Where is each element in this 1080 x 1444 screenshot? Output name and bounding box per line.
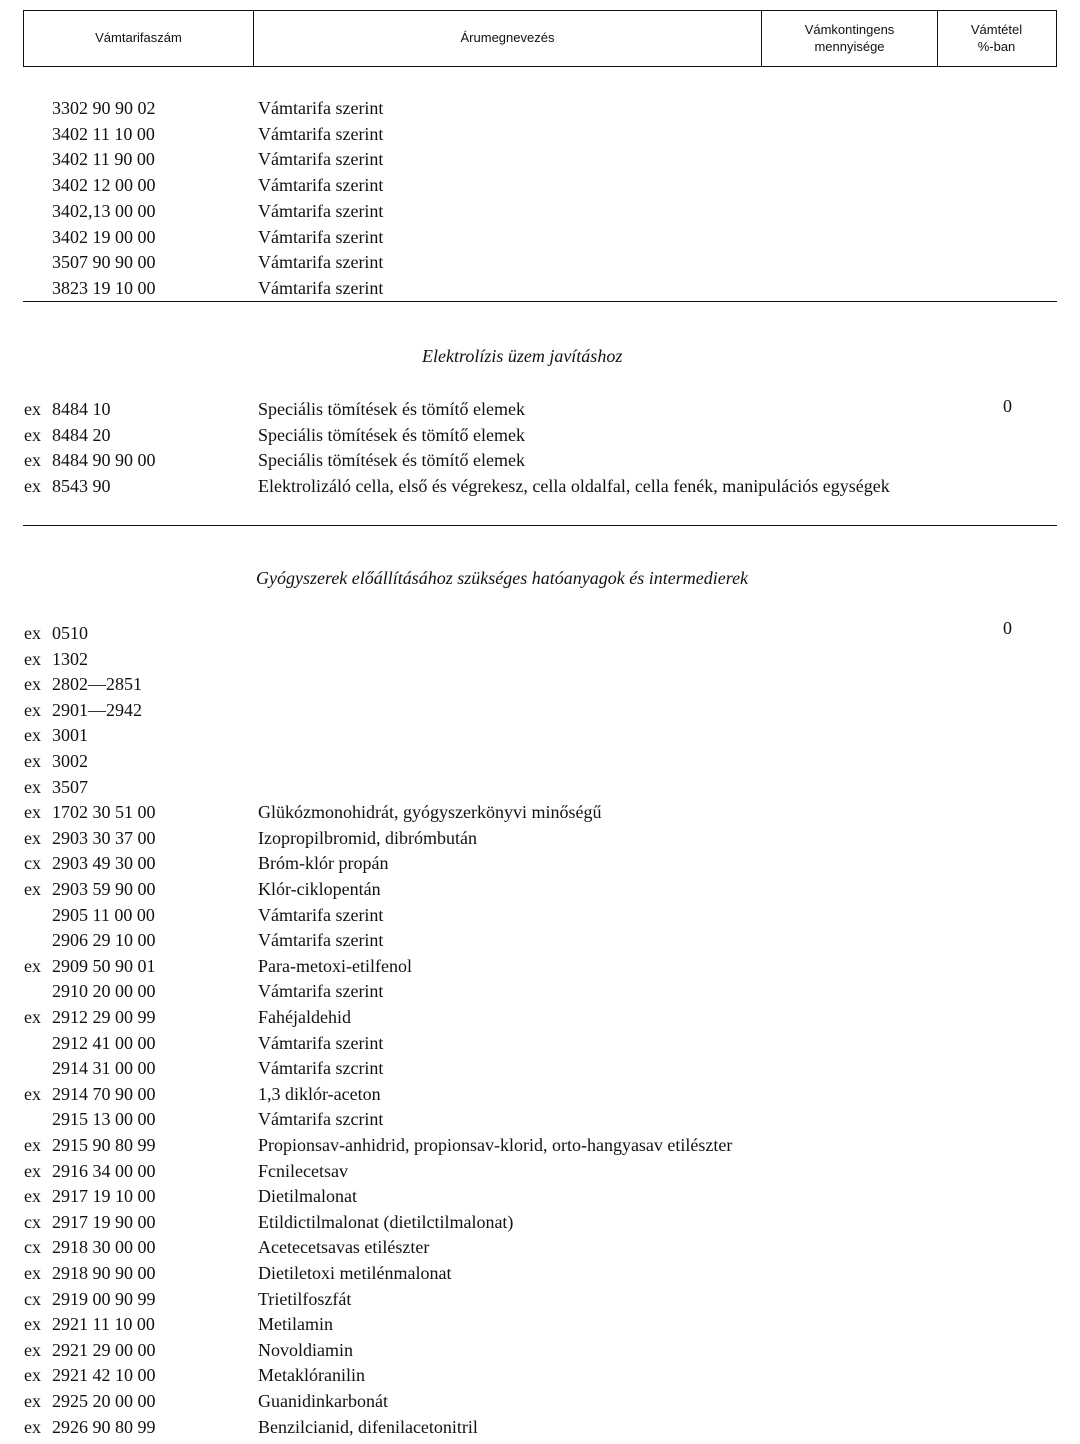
table-row	[0, 800, 1080, 825]
table-row	[0, 928, 1080, 953]
table-row	[0, 423, 1080, 448]
table-row	[0, 474, 1080, 499]
tariff-code: 2910 20 00 00	[52, 981, 156, 1002]
tariff-code: 2912 41 00 00	[52, 1032, 156, 1053]
header-quota-line1: Vámkontingens	[804, 21, 895, 37]
table-row	[0, 749, 1080, 774]
table-row	[0, 954, 1080, 979]
ex-prefix: ex	[24, 827, 41, 848]
ex-prefix: ex	[24, 476, 41, 497]
ex-prefix: cx	[24, 1237, 41, 1258]
table-row	[0, 1107, 1080, 1132]
section-title-electrolysis: Elektrolízis üzem javításhoz	[422, 346, 623, 366]
tariff-code: 2921 11 10 00	[52, 1314, 155, 1335]
ex-prefix: ex	[24, 776, 41, 797]
tariff-code: 3402 12 00 00	[52, 175, 156, 196]
tariff-code: 3402 19 00 00	[52, 226, 156, 247]
goods-description: Vámtarifa szerint	[258, 930, 384, 951]
goods-description: Vámtarifa szcrint	[258, 1109, 384, 1130]
goods-description: Fahéjaldehid	[258, 1007, 351, 1027]
goods-description: Bróm-klór propán	[258, 853, 389, 874]
tariff-code: 2906 29 10 00	[52, 930, 156, 951]
ex-prefix: ex	[24, 1083, 41, 1104]
header-quota-quantity	[762, 11, 938, 66]
table-row	[0, 250, 1080, 275]
section2-duty-rate: 0	[1003, 396, 1012, 416]
header-quota-line2: mennyisége	[814, 38, 885, 54]
table-row	[0, 672, 1080, 697]
ex-prefix: ex	[24, 1007, 41, 1027]
tariff-code: 2919 00 90 99	[52, 1288, 156, 1309]
goods-description: Klór-ciklopentán	[258, 879, 381, 899]
table-row	[0, 621, 1080, 646]
tariff-code: 2918 90 90 00	[52, 1263, 156, 1283]
goods-description: Vámtarifa szerint	[258, 175, 384, 196]
table-row	[0, 1056, 1080, 1081]
ex-prefix: ex	[24, 1160, 41, 1181]
goods-description: Speciális tömítések és tömítő elemek	[258, 450, 525, 471]
goods-description: Vámtarifa szerint	[258, 252, 384, 273]
tariff-code: 3402 11 10 00	[52, 123, 155, 144]
tariff-code: 2903 30 37 00	[52, 827, 156, 848]
goods-description: Vámtarifa szerint	[258, 904, 384, 925]
tariff-code: 0510	[52, 623, 88, 643]
tariff-code: 3823 19 10 00	[52, 277, 156, 298]
table-row	[0, 1184, 1080, 1209]
goods-description: Acetecetsavas etilészter	[258, 1237, 430, 1258]
tariff-code: 3001	[52, 725, 88, 746]
goods-description: Vámtarifa szerint	[258, 98, 384, 118]
tariff-code: 2916 34 00 00	[52, 1160, 156, 1181]
goods-description: Dietilmalonat	[258, 1186, 357, 1207]
table-row	[0, 397, 1080, 422]
ex-prefix: ex	[24, 751, 41, 771]
ex-prefix: ex	[24, 1263, 41, 1283]
tariff-code: 2921 29 00 00	[52, 1339, 156, 1360]
tariff-code: 8543 90	[52, 476, 111, 497]
table-row	[0, 1415, 1080, 1440]
table-row	[0, 1363, 1080, 1388]
table-row	[0, 1338, 1080, 1363]
tariff-code: 8484 20	[52, 424, 111, 445]
ex-prefix: ex	[24, 623, 41, 643]
tariff-code: 2917 19 90 00	[52, 1211, 156, 1232]
goods-description: Izopropilbromid, dibrómbután	[258, 827, 477, 848]
goods-description: Speciális tömítések és tömítő elemek	[258, 399, 525, 419]
table-row	[0, 1312, 1080, 1337]
ex-prefix: cx	[24, 853, 41, 874]
header-goods-description: Árumegnevezés	[254, 11, 762, 66]
tariff-code: 2903 59 90 00	[52, 879, 156, 899]
tariff-code: 2921 42 10 00	[52, 1365, 156, 1386]
ex-prefix: ex	[24, 648, 41, 669]
tariff-code: 3302 90 90 02	[52, 98, 156, 118]
table-row	[0, 1082, 1080, 1107]
tariff-code: 2914 31 00 00	[52, 1058, 156, 1079]
table-row	[0, 1287, 1080, 1312]
table-row	[0, 173, 1080, 198]
goods-description: Elektrolizáló cella, első és végrekesz, cella oldalfal, cella fenék, manipulációs egységek	[258, 476, 890, 497]
tariff-code: 2901—2942	[52, 699, 142, 720]
section-divider	[23, 525, 1057, 526]
section3-duty-rate: 0	[1003, 618, 1012, 638]
goods-description: Vámtarifa szerint	[258, 149, 384, 170]
tariff-code: 2802—2851	[52, 674, 142, 695]
tariff-code: 3402,13 00 00	[52, 200, 156, 221]
tariff-code: 2912 29 00 99	[52, 1007, 156, 1027]
tariff-code: 2925 20 00 00	[52, 1391, 156, 1411]
goods-description: Trietilfoszfát	[258, 1288, 352, 1309]
tariff-code: 2914 70 90 00	[52, 1083, 156, 1104]
goods-description: Vámtarifa szcrint	[258, 1058, 384, 1079]
tariff-code: 8484 90 90 00	[52, 450, 156, 471]
ex-prefix: ex	[24, 955, 41, 976]
ex-prefix: ex	[24, 424, 41, 445]
goods-description: Etildictilmalonat (dietilctilmalonat)	[258, 1211, 514, 1232]
goods-description: Vámtarifa szerint	[258, 277, 384, 298]
tariff-code: 8484 10	[52, 399, 111, 419]
header-rate-line2: %-ban	[977, 38, 1016, 54]
ex-prefix: ex	[24, 450, 41, 471]
table-row	[0, 826, 1080, 851]
ex-prefix: ex	[24, 1365, 41, 1386]
goods-description: Benzilcianid, difenilacetonitril	[258, 1416, 478, 1437]
goods-description: Dietiletoxi metilénmalonat	[258, 1263, 452, 1283]
tariff-code: 2903 49 30 00	[52, 853, 156, 874]
table-row	[0, 698, 1080, 723]
table-row	[0, 96, 1080, 121]
ex-prefix: ex	[24, 725, 41, 746]
goods-description: Vámtarifa szerint	[258, 981, 384, 1002]
goods-description: 1,3 diklór-aceton	[258, 1083, 381, 1104]
goods-description: Glükózmonohidrát, gyógyszerkönyvi minőségű	[258, 802, 602, 823]
table-row	[0, 122, 1080, 147]
table-row	[0, 1031, 1080, 1056]
table-row	[0, 775, 1080, 800]
ex-prefix: ex	[24, 674, 41, 695]
tariff-code: 3507	[52, 776, 88, 797]
ex-prefix: cx	[24, 1288, 41, 1309]
goods-description: Fcnilecetsav	[258, 1160, 348, 1181]
table-row	[0, 979, 1080, 1004]
table-row	[0, 723, 1080, 748]
table-row	[0, 1159, 1080, 1184]
table-header	[23, 10, 1057, 67]
table-row	[0, 276, 1080, 301]
goods-description: Vámtarifa szerint	[258, 1032, 384, 1053]
tariff-code: 1302	[52, 648, 88, 669]
ex-prefix: cx	[24, 1211, 41, 1232]
header-tariff-number: Vámtarifaszám	[24, 11, 254, 66]
table-row	[0, 448, 1080, 473]
table-row	[0, 1210, 1080, 1235]
header-rate-line1: Vámtétel	[970, 21, 1023, 37]
table-row	[0, 1389, 1080, 1414]
tariff-code: 2905 11 00 00	[52, 904, 155, 925]
table-row	[0, 1005, 1080, 1030]
goods-description: Para-metoxi-etilfenol	[258, 955, 412, 976]
tariff-code: 2915 90 80 99	[52, 1135, 156, 1155]
goods-description: Vámtarifa szerint	[258, 226, 384, 247]
ex-prefix: ex	[24, 1391, 41, 1411]
table-row	[0, 225, 1080, 250]
table-row	[0, 877, 1080, 902]
tariff-code: 3402 11 90 00	[52, 149, 155, 170]
ex-prefix: ex	[24, 1416, 41, 1437]
goods-description: Speciális tömítések és tömítő elemek	[258, 424, 525, 445]
goods-description: Propionsav-anhidrid, propionsav-klorid, orto-hangyasav etilészter	[258, 1135, 733, 1155]
table-row	[0, 147, 1080, 172]
goods-description: Metilamin	[258, 1314, 333, 1335]
ex-prefix: ex	[24, 1314, 41, 1335]
goods-description: Vámtarifa szerint	[258, 200, 384, 221]
tariff-code: 2909 50 90 01	[52, 955, 156, 976]
table-row	[0, 903, 1080, 928]
table-row	[0, 1235, 1080, 1260]
tariff-code: 1702 30 51 00	[52, 802, 156, 823]
goods-description: Novoldiamin	[258, 1339, 353, 1360]
ex-prefix: ex	[24, 1186, 41, 1207]
ex-prefix: ex	[24, 399, 41, 419]
goods-description: Guanidinkarbonát	[258, 1391, 388, 1411]
table-row	[0, 851, 1080, 876]
ex-prefix: ex	[24, 1339, 41, 1360]
header-duty-rate	[938, 11, 1055, 66]
section-title-pharmaceuticals: Gyógyszerek előállításához szükséges hatóanyagok és intermedierek	[256, 568, 749, 588]
ex-prefix: ex	[24, 1135, 41, 1155]
tariff-code: 3002	[52, 751, 88, 771]
table-row	[0, 199, 1080, 224]
table-row	[0, 1261, 1080, 1286]
tariff-code: 2918 30 00 00	[52, 1237, 156, 1258]
table-row	[0, 647, 1080, 672]
ex-prefix: ex	[24, 879, 41, 899]
tariff-code: 2915 13 00 00	[52, 1109, 156, 1130]
ex-prefix: ex	[24, 802, 41, 823]
section-divider	[23, 301, 1057, 302]
table-row	[0, 1133, 1080, 1158]
ex-prefix: ex	[24, 699, 41, 720]
goods-description: Vámtarifa szerint	[258, 123, 384, 144]
goods-description: Metaklóranilin	[258, 1365, 365, 1386]
tariff-code: 2917 19 10 00	[52, 1186, 156, 1207]
tariff-code: 3507 90 90 00	[52, 252, 156, 273]
tariff-code: 2926 90 80 99	[52, 1416, 156, 1437]
